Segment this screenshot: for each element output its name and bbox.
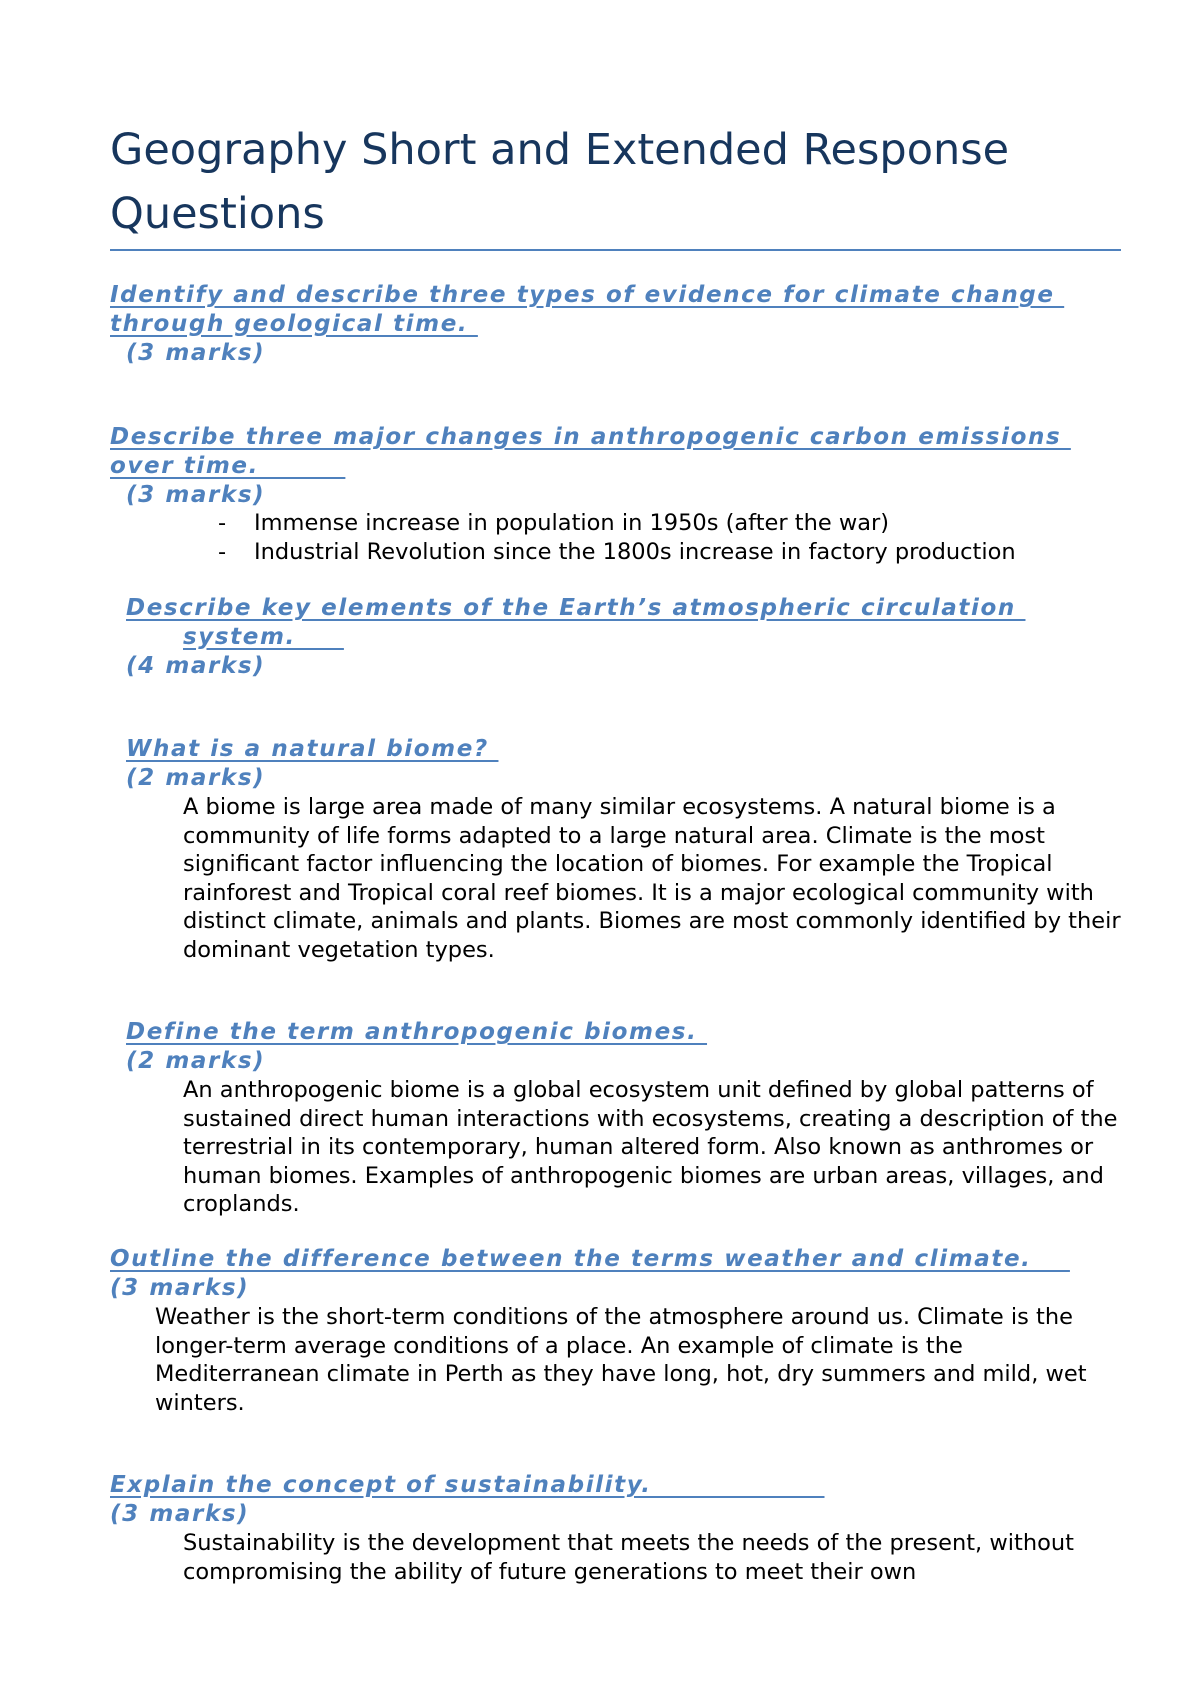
question-3-marks: (4 marks) — [126, 653, 266, 679]
question-3-prompt-line-1: Describe key elements of the Earth’s atmospheric circulation — [126, 595, 1026, 621]
bullet-marker: - — [218, 510, 227, 536]
question-6-answer: Weather is the short-term conditions of the atmosphere around us. Climate is the longer-term average conditions of a place. An example of climate is the Mediterranean climate in Perth as they have long, hot, dry summers and mild, wet winters. — [155, 1304, 1087, 1416]
question-7-marks: (3 marks) — [110, 1501, 250, 1527]
document-title: Geography Short and Extended Response Questions — [110, 125, 1010, 239]
question-5-answer: An anthropogenic biome is a global ecosystem unit defined by global patterns of sustained direct human interactions with ecosystems, creating a description of the terrestrial in its contemporary, human altered form. Also known as anthromes or human biomes. Examples of anthropogenic biomes are urban areas, villages, and croplands. — [183, 1077, 1118, 1217]
question-4-prompt-line-1: What is a natural biome? — [126, 736, 499, 762]
question-5-prompt-line-1: Define the term anthropogenic biomes. — [126, 1019, 708, 1045]
question-4-answer: A biome is large area made of many similar ecosystems. A natural biome is a community of life forms adapted to a large natural area. Climate is the most significant factor influencing the location of biomes. For example the Tropical rainforest and Tropical coral reef biomes. It is a major ecological community with distinct climate, animals and plants. Biomes are most commonly identified by their dominant vegetation types. — [183, 794, 1121, 963]
list-item — [218, 509, 1016, 538]
question-6-marks: (3 marks) — [110, 1275, 250, 1301]
question-7-answer: Sustainability is the development that meets the needs of the present, without compromising the ability of future generations to meet their own — [183, 1530, 1074, 1585]
question-1-prompt-line-2: through geological time. — [110, 310, 478, 337]
question-2-prompt — [110, 423, 1071, 480]
question-5-marks: (2 marks) — [126, 1048, 266, 1074]
question-1-prompt — [110, 281, 1064, 338]
question-2-prompt-line-2: over time. — [110, 452, 346, 479]
title-divider — [110, 249, 1121, 251]
question-6-prompt-line-1: Outline the difference between the terms weather and climate. — [110, 1246, 1070, 1272]
list-item — [218, 538, 1016, 567]
question-2-marks: (3 marks) — [126, 482, 266, 508]
question-1-prompt-line-1: Identify and describe three types of evidence for climate change — [110, 282, 1065, 308]
bullet-marker: - — [218, 538, 227, 565]
question-6-prompt — [110, 1245, 1070, 1274]
question-1-marks: (3 marks) — [126, 340, 266, 366]
question-7-prompt — [110, 1471, 825, 1500]
question-3-prompt — [126, 594, 1025, 651]
question-2-answer-list — [218, 509, 1016, 566]
list-item-text: Immense increase in population in 1950s (after the war) — [254, 510, 890, 536]
question-4-prompt — [126, 735, 498, 764]
question-7-prompt-line-1: Explain the concept of sustainability. — [110, 1472, 825, 1498]
question-5-prompt — [126, 1018, 707, 1047]
question-3-prompt-line-2: system. — [183, 623, 344, 650]
list-item-text: Industrial Revolution since the 1800s increase in factory production — [254, 538, 1016, 565]
question-2-prompt-line-1: Describe three major changes in anthropogenic carbon emissions — [110, 424, 1071, 450]
question-4-marks: (2 marks) — [126, 765, 266, 791]
